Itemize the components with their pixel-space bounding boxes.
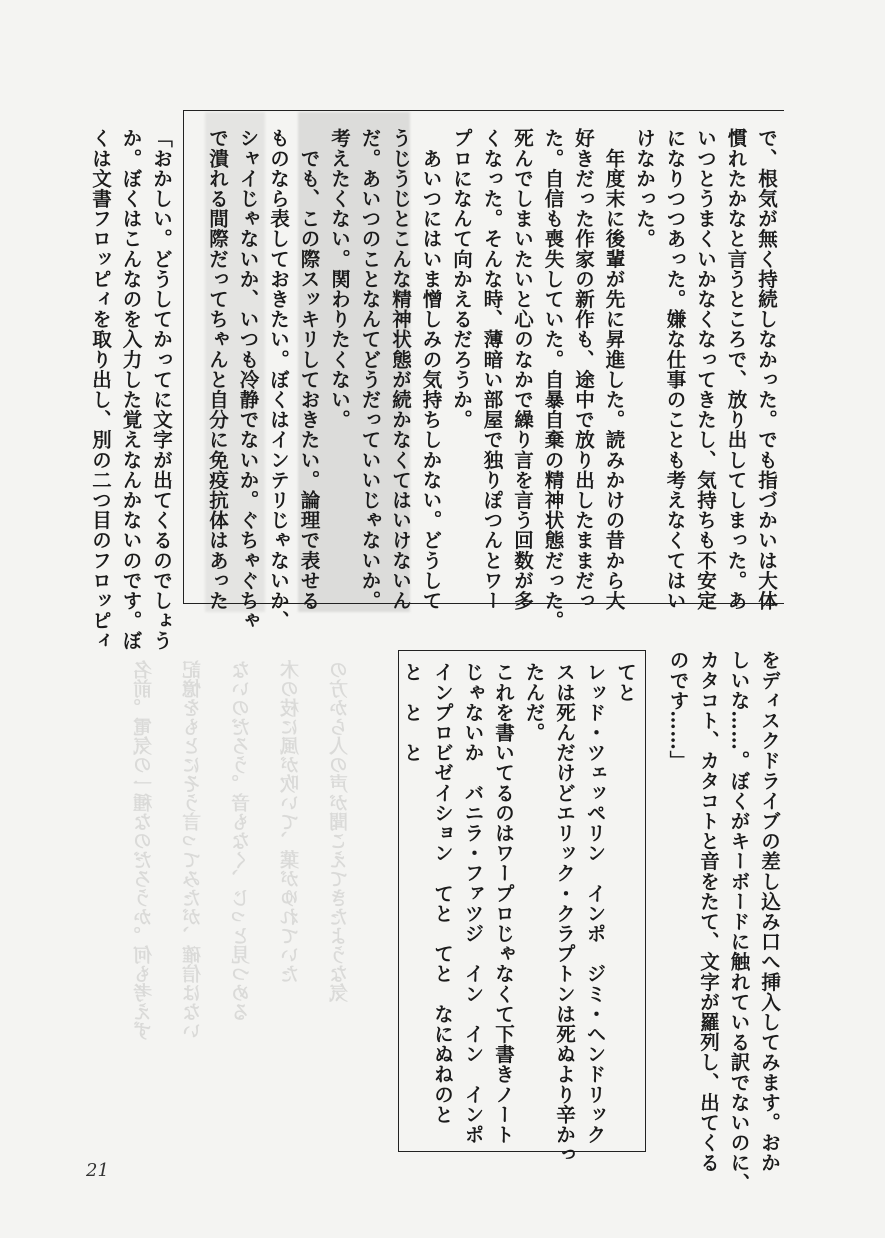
text-line: くなった。そんな時、薄暗い部屋で独りぽつんとワー bbox=[480, 128, 504, 611]
text-line: けなかった。 bbox=[633, 128, 656, 249]
text-line: と と と bbox=[400, 662, 424, 763]
bleed-line: ないのだろう。音もなく、じっと見つめる bbox=[231, 660, 253, 1021]
bleed-line: 名前。電気の一種なのだろうか。何も考えず bbox=[133, 660, 155, 1040]
text-line: 慣れたかなと言うところで、放り出してしまった。あ bbox=[724, 128, 748, 611]
text-line: 年度末に後輩が先に昇進した。読みかけの昔から大 bbox=[602, 128, 626, 611]
bleed-line: 木の枝に風が吹いて、葉がゆれていた bbox=[280, 660, 302, 983]
text-line: で、根気が無く持続しなかった。でも指づかいは大体 bbox=[755, 128, 778, 611]
text-line: これを書いてるのはワープロじゃなくて下書きノート bbox=[492, 662, 515, 1145]
bleed-line: の方から人の声が聞こえてきたような気 bbox=[329, 660, 351, 1002]
text-line: カタコト、カタコトと音をたて、文字が羅列し、出てくる bbox=[697, 650, 720, 1173]
bleed-through-text bbox=[110, 660, 400, 1180]
text-line: 考えたくない。関わりたくない。 bbox=[328, 128, 351, 430]
text-line: 好きだった作家の新作も、途中で放り出したままだっ bbox=[572, 128, 595, 611]
text-line: になりつつあった。嫌な仕事のことも考えなくてはい bbox=[663, 128, 687, 611]
bottom-right-text bbox=[662, 650, 784, 1193]
text-line: で潰れる間際だってちゃんと自分に免疫抗体はあった bbox=[206, 128, 229, 611]
text-line: のです……」 bbox=[666, 650, 690, 771]
text-line: しいな……。ぼくがキーボードに触れている訳でないのに、 bbox=[727, 650, 751, 1193]
text-line: あいつにはいま憎しみの気持ちしかない。どうして bbox=[419, 128, 443, 611]
top-left-text bbox=[84, 128, 176, 651]
text-line: てと bbox=[614, 662, 637, 703]
text-line: レッド・ツェッペリン インポ ジミ・ヘンドリック bbox=[583, 662, 607, 1145]
text-line: だ。あいつのことなんてどうだっていいじゃないか。 bbox=[358, 128, 382, 611]
text-line: 「おかしい。どうしてかってに文字が出てくるのでしょう bbox=[150, 128, 173, 651]
page-number: 21 bbox=[86, 1160, 109, 1181]
text-line: スは死んだけどエリック・クラプトンは死ぬより辛かっ bbox=[553, 662, 576, 1165]
text-line: をディスクドライブの差し込み口へ挿入してみます。おか bbox=[758, 650, 781, 1173]
bleed-line: 記憶をもとにそう言ってみたが、確信はない bbox=[182, 660, 204, 1040]
text-line: インプロビゼイション てと てと なにぬねのと bbox=[431, 662, 454, 1125]
text-line: ものなら表しておきたい。ぼくはインテリじゃないか、 bbox=[267, 128, 290, 631]
text-line: シャイじゃないか、いつも冷静でないか。ぐちゃぐちゃ bbox=[236, 128, 260, 631]
bottom-boxed-text bbox=[400, 662, 640, 1165]
text-line: いつとうまくいかなくなってきたし、気持ちも不安定 bbox=[694, 128, 717, 611]
text-line: くは文書フロッピィを取り出し、別の二つ目のフロッピィ bbox=[89, 128, 112, 651]
text-line: じゃないか バニラ・ファツジ イン イン インポ bbox=[461, 662, 485, 1145]
text-line: 死んでしまいたいと心のなかで繰り言を言う回数が多 bbox=[511, 128, 534, 611]
text-line: た。自信も喪失していた。自暴自棄の精神状態だった。 bbox=[541, 128, 565, 631]
text-line: か。ぼくはこんなのを入力した覚えなんかないのです。ぼ bbox=[119, 128, 143, 651]
text-line: プロになんて向かえるだろうか。 bbox=[450, 128, 473, 430]
text-line: たんだ。 bbox=[522, 662, 546, 743]
top-boxed-text bbox=[193, 128, 781, 631]
text-line: うじうじとこんな精神状態が続かなくてはいけないん bbox=[389, 128, 412, 611]
text-line: でも、この際スッキリしておきたい。論理で表せる bbox=[297, 128, 321, 611]
